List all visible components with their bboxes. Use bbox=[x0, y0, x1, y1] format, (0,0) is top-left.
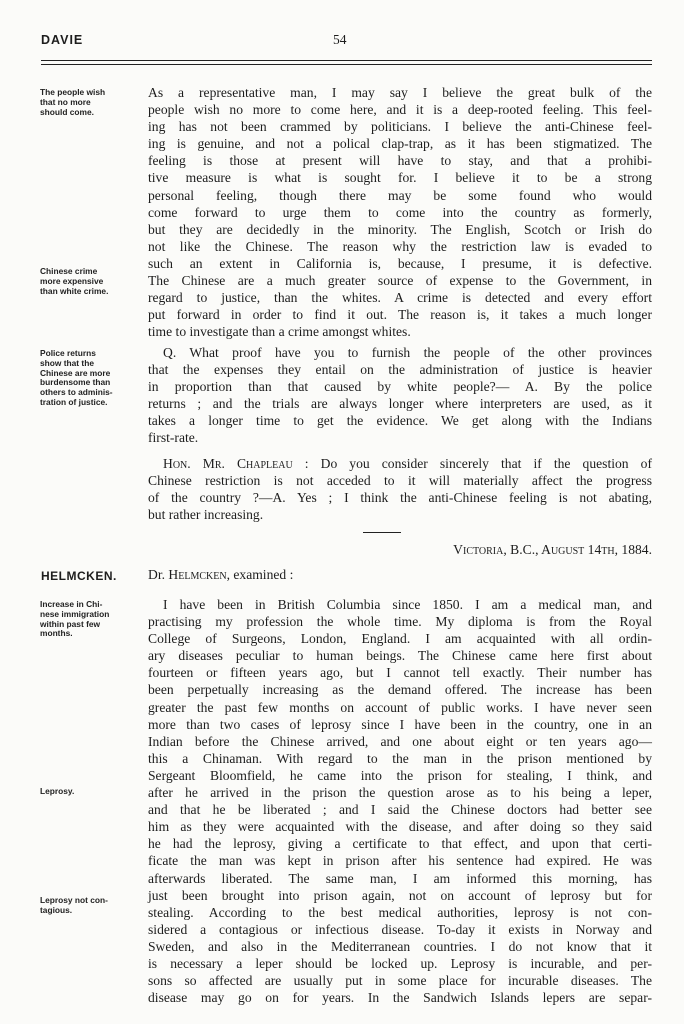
margin-note-people-wish: The people wish that no more should come. bbox=[40, 87, 106, 117]
paragraph-representative: As a representative man, I may say I believe the great bulk of the people wish no more to come here, and it is a deep-rooted feeling. This feel- ing has not been crammed by politicians. I believe the anti-Chinese feel- ing is genuine, and not a polical clap-trap, as it has been stigmatized. The feeling is those at present will have to stay, and that a prohibi- tive measure is what is sought for. I believe it to be a strong personal feeling, though there may be some found who would come forward to urge them to come into the country as formerly, but they are decidedly in the minority. The English, Scotch or Irish do not like the Chinese. The reason why the restriction law is evaded to such an extent in California is, because, I presume, it is defective. The Chinese are a much greater source of expense to the Government, in regard to justice, than the whites. A crime is detected and every effort put forward in order to find it out. The reason is, it takes a much longer time to investigate than a crime amongst whites. bbox=[148, 85, 652, 340]
margin-note-immigration: Increase in Chi- nese immigration within past few months. bbox=[40, 599, 110, 639]
paragraph-helmcken-testimony: I have been in British Columbia since 1850. I am a medical man, and practising my profession the whole time. My diploma is from the Royal College of Surgeons, London, England. I am acquainted with all ordin- ary diseases peculiar to human beings. The Chinese came here first about fourteen or fifteen years ago, but I cannot tell exactly. Their number has been perpetually increasing as the demand offered. The increase has been greater the past few months on account of public works. I have never seen more than two cases of leprosy since I have been in the country, one in an Indian before the Chinese arrived, and one about eight or ten years ago— this a Chinaman. With regard to the man in the prison mentioned by Sergeant Bloomfield, he came into the prison for stealing, I think, and after he arrived in the prison the question arose as to his being a leper, and that he be liberated ; and I said the Chinese doctors had better see him as they were acquainted with the disease, and after doing so they said he had the leprosy, giving a certificate to that effect, and upon that certi- ficate the man was kept in prison after his sentence had expired. He was afterwards liberated. The same man, I am informed this morning, has just been brought into prison again, not on account of leprosy but for stealing. According to the best medical authorities, leprosy is not con- sidered a contagious or infectious disease. To-day it exists in Norway and Sweden, and also in the Mediterranean countries. I do not know that it is necessary a leper should be locked up. Leprosy is incurable, and per- sons so affected are usually put in some place for incurable diseases. The disease may go on for years. In the Sandwich Islands lepers are separ- bbox=[148, 597, 652, 1006]
paragraph-chapleau-question: Hon. Mr. Chapleau : Do you consider sincerely that if the question of Chinese restriction is not acceded to it will materially affect the progress of the country ?—A. Yes ; I think the anti-Chinese feeling is not abating, but rather increasing. bbox=[148, 456, 652, 523]
margin-note-chinese-crime: Chinese crime more expensive than white crime. bbox=[40, 266, 109, 296]
header-rule bbox=[41, 60, 652, 65]
running-header-name: DAVIE bbox=[41, 33, 84, 47]
page-number: 54 bbox=[333, 32, 347, 47]
witness-line: Dr. Helmcken, examined : bbox=[148, 567, 294, 582]
margin-note-leprosy-not-contagious: Leprosy not con- tagious. bbox=[40, 895, 108, 915]
speaker-name: Hon. Mr. Chapleau : bbox=[163, 456, 309, 471]
margin-note-police-returns: Police returns show that the Chinese are more burdensome than others to adminis- tration of justice. bbox=[40, 348, 113, 407]
paragraph-question-proof: Q. What proof have you to furnish the people of the other provinces that the expenses they entail on the administration of justice is heavier in proportion than that caused by white people?— A. By the police returns ; and the trials are always longer where interpreters are used, as it takes a longer time to get the evidence. We get along with the Indians first-rate. bbox=[148, 345, 652, 446]
dateline: Victoria, B.C., August 14th, 1884. bbox=[453, 542, 652, 557]
margin-note-leprosy: Leprosy. bbox=[40, 786, 75, 796]
section-rule bbox=[363, 532, 401, 533]
margin-head-helmcken: HELMCKEN. bbox=[41, 569, 117, 583]
